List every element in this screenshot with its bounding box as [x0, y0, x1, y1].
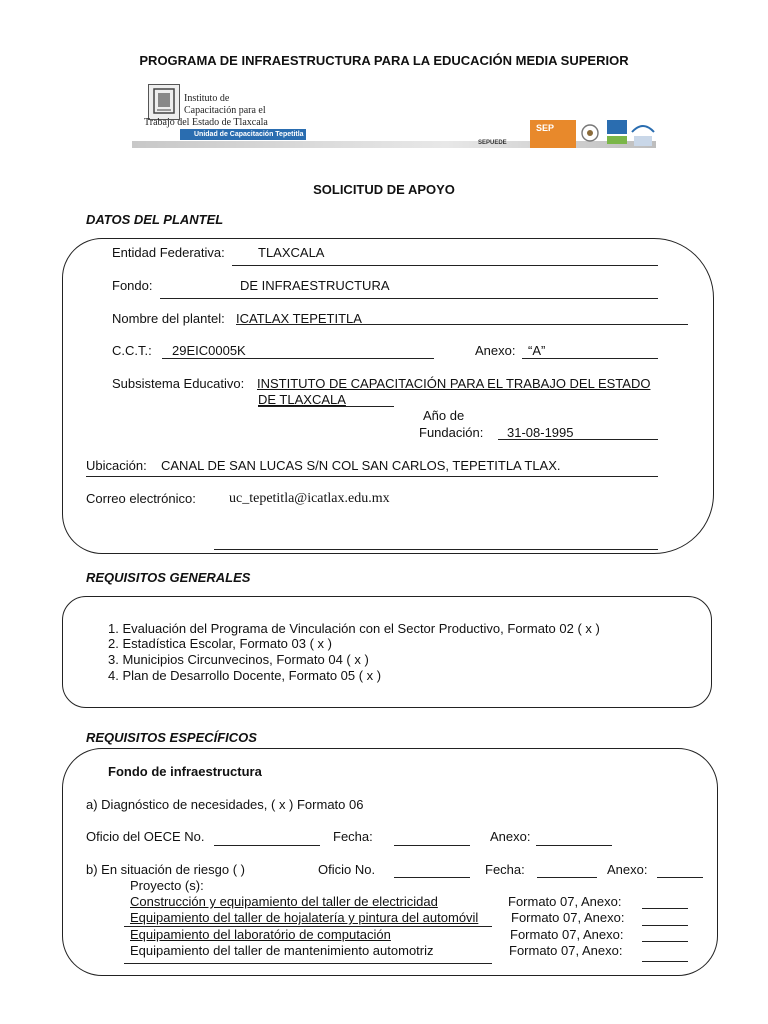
- proyecto-anexo-line-1: [642, 908, 688, 909]
- oficio-no-line: [394, 877, 470, 878]
- cct-label: C.C.T.:: [112, 343, 152, 358]
- anexo-label-1: Anexo:: [490, 829, 531, 844]
- proyecto-name-3: Equipamiento del laboratório de computación: [130, 927, 391, 942]
- fondo-line: [160, 298, 658, 299]
- anio-label-2: Fundación:: [419, 425, 484, 440]
- logo-line1: Instituto de: [184, 93, 230, 104]
- oficio-oece-line: [214, 845, 320, 846]
- subsistema-label: Subsistema Educativo:: [112, 376, 245, 391]
- mexico-seal-icon: [578, 122, 602, 146]
- dgcft-logo-icon: [606, 118, 628, 146]
- seal-icon: [148, 84, 180, 120]
- logo-banner: Unidad de Capacitación Tepetitla: [180, 129, 306, 140]
- anexo-label-2: Anexo:: [607, 862, 648, 877]
- fondo-infra-title: Fondo de infraestructura: [108, 764, 262, 779]
- proyecto-formato-1: Formato 07, Anexo:: [508, 894, 622, 909]
- proyecto-name-2: Equipamiento del taller de hojalatería y pintura del automóvil: [130, 910, 479, 925]
- ubicacion-label: Ubicación:: [86, 458, 147, 473]
- anexo-label: Anexo:: [475, 343, 516, 358]
- especificos-heading: REQUISITOS ESPECÍFICOS: [86, 730, 257, 745]
- riesgo-label: b) En situación de riesgo ( ): [86, 862, 245, 877]
- generales-heading: REQUISITOS GENERALES: [86, 570, 251, 585]
- cct-line: [162, 358, 434, 359]
- proyecto-anexo-line-4: [642, 961, 688, 962]
- sepuede-text: SEPUEDE: [478, 140, 507, 146]
- generales-item-2: 2. Estadística Escolar, Formato 03 ( x ): [108, 636, 332, 651]
- proyecto-anexo-line-2: [642, 925, 688, 926]
- oficio-oece-label: Oficio del OECE No.: [86, 829, 205, 844]
- nombre-line: [236, 324, 688, 325]
- ubicacion-value: CANAL DE SAN LUCAS S/N COL SAN CARLOS, TEPETITLA TLAX.: [161, 458, 561, 473]
- subsistema-value-1: INSTITUTO DE CAPACITACIÓN PARA EL TRABAJO DEL ESTADO: [257, 376, 651, 391]
- correo-label: Correo electrónico:: [86, 491, 196, 506]
- proyecto-anexo-line-3: [642, 941, 688, 942]
- proyecto-label: Proyecto (s):: [130, 878, 204, 893]
- generales-item-1: 1. Evaluación del Programa de Vinculación con el Sector Productivo, Formato 02 ( x ): [108, 621, 600, 636]
- fecha-label-2: Fecha:: [485, 862, 525, 877]
- fondo-label: Fondo:: [112, 278, 153, 293]
- oficio-no-label: Oficio No.: [318, 862, 376, 877]
- nombre-label: Nombre del plantel:: [112, 311, 225, 326]
- correo-line: [214, 549, 658, 550]
- subsistema-value-2: DE TLAXCALA: [258, 392, 346, 407]
- entidad-line: [232, 265, 658, 266]
- entidad-value: TLAXCALA: [258, 245, 325, 260]
- fondo-value: DE INFRAESTRUCTURA: [240, 278, 390, 293]
- fecha-label-1: Fecha:: [333, 829, 373, 844]
- anio-line: [498, 439, 658, 440]
- anexo-line-1: [536, 845, 612, 846]
- proyecto-name-4: Equipamiento del taller de mantenimiento automotriz: [130, 943, 434, 958]
- proyecto-formato-4: Formato 07, Anexo:: [509, 943, 623, 958]
- datos-heading: DATOS DEL PLANTEL: [86, 212, 224, 227]
- diagnostico: a) Diagnóstico de necesidades, ( x ) Formato 06: [86, 797, 364, 812]
- correo-value: uc_tepetitla@icatlax.edu.mx: [229, 491, 390, 506]
- fecha-line-2: [537, 877, 597, 878]
- proyecto-formato-3: Formato 07, Anexo:: [510, 927, 624, 942]
- decorative-logo-icon: [630, 118, 656, 148]
- generales-item-3: 3. Municipios Circunvecinos, Formato 04 ( x ): [108, 652, 369, 667]
- nombre-value: ICATLAX TEPETITLA: [236, 311, 362, 326]
- fecha-line-1: [394, 845, 470, 846]
- anexo-line-2: [657, 877, 703, 878]
- anio-label-1: Año de: [423, 408, 465, 423]
- anio-value: 31-08-1995: [507, 425, 574, 440]
- anexo-line: [522, 358, 658, 359]
- logo-line2: Capacitación para el: [184, 105, 266, 116]
- proyecto-name-1: Construcción y equipamiento del taller de electricidad: [130, 894, 438, 909]
- ubicacion-line: [86, 476, 658, 477]
- entidad-label: Entidad Federativa:: [112, 245, 225, 260]
- subsistema-line: [258, 406, 394, 407]
- form-title: SOLICITUD DE APOYO: [313, 182, 455, 197]
- proyecto-formato-2: Formato 07, Anexo:: [511, 910, 625, 925]
- cct-value: 29EIC0005K: [172, 343, 246, 358]
- generales-item-4: 4. Plan de Desarrollo Docente, Formato 05 ( x ): [108, 668, 382, 683]
- anexo-value: “A”: [528, 343, 546, 358]
- sep-logo: SEP: [530, 120, 576, 148]
- program-title: PROGRAMA DE INFRAESTRUCTURA PARA LA EDUCACIÓN MEDIA SUPERIOR: [139, 53, 629, 68]
- logo-line3: Trabajo del Estado de Tlaxcala: [144, 117, 268, 128]
- proyecto-line-4: [124, 963, 492, 964]
